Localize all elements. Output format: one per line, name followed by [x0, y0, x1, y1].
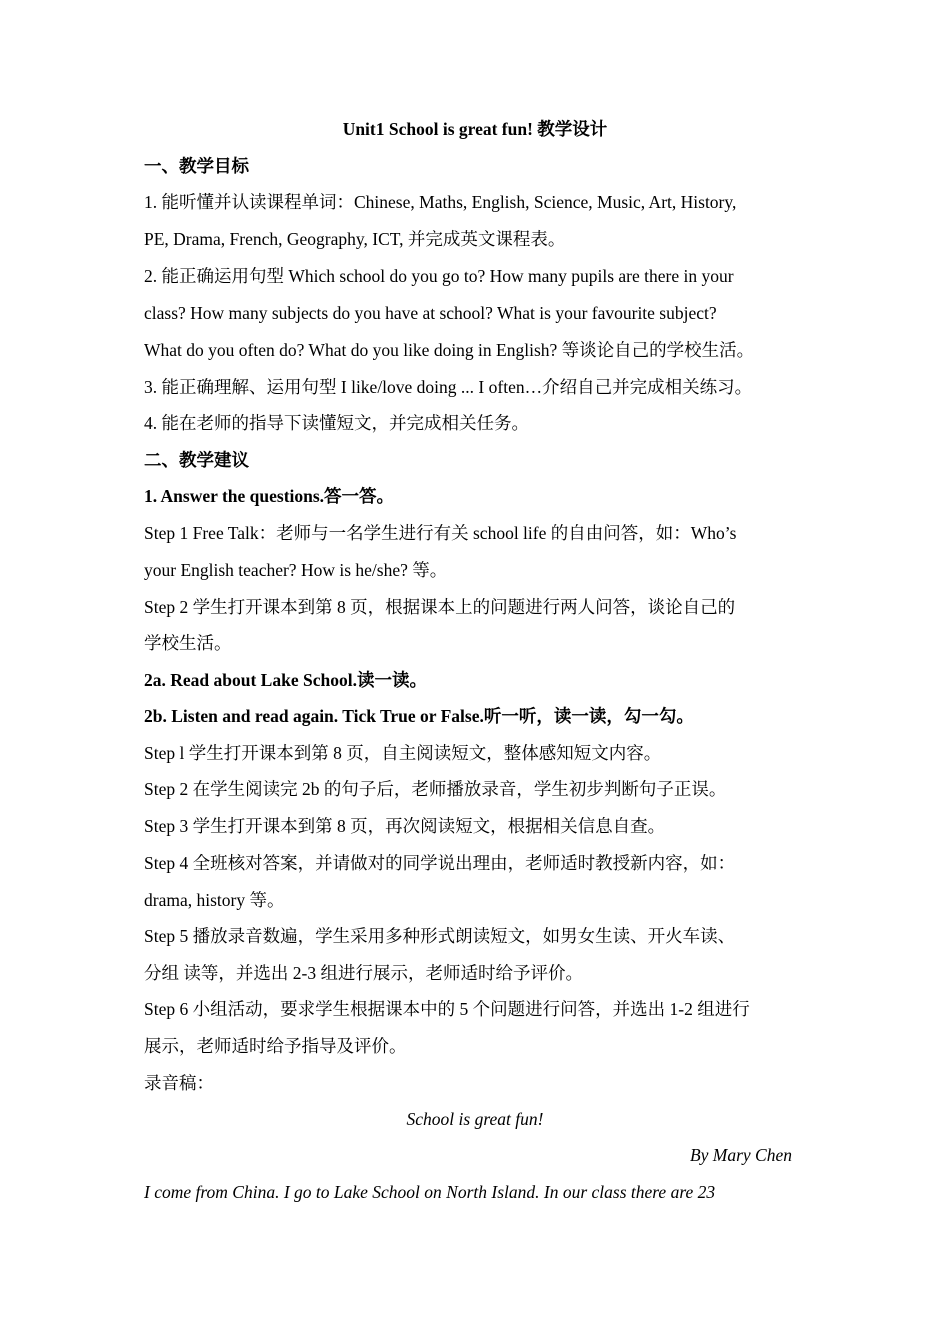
task-heading-read: 2a. Read about Lake School.读一读。 — [144, 670, 427, 690]
objective-line: class? How many subjects do you have at school? What is your favourite subject? — [144, 303, 717, 323]
objective-line: 1. 能听懂并认读课程单词：Chinese, Maths, English, Science, Music, Art, History, — [144, 192, 737, 212]
step-line: Step 3 学生打开课本到第 8 页，再次阅读短文，根据相关信息自查。 — [144, 816, 666, 836]
step-line: drama, history 等。 — [144, 890, 285, 910]
step-line: 分组 读等，并选出 2-3 组进行展示，老师适时给予评价。 — [144, 963, 583, 983]
step-line: Step 4 全班核对答案，并请做对的同学说出理由，老师适时教授新内容，如： — [144, 853, 736, 873]
section-heading-suggestions: 二、教学建议 — [144, 450, 249, 470]
objective-line: What do you often do? What do you like doing in English? 等谈论自己的学校生活。 — [144, 340, 755, 360]
task-heading-listen-read: 2b. Listen and read again. Tick True or False.听一听，读一读，勾一勾。 — [144, 706, 694, 726]
step-line: 展示，老师适时给予指导及评价。 — [144, 1036, 407, 1056]
step-line: Step 1 Free Talk：老师与一名学生进行有关 school life 的自由问答，如：Who’s — [144, 523, 737, 543]
step-line: Step 2 学生打开课本到第 8 页，根据课本上的问题进行两人问答，谈论自己的 — [144, 597, 736, 617]
transcript-text-line: I come from China. I go to Lake School on North Island. In our class there are 23 — [144, 1182, 716, 1202]
objective-line: 2. 能正确运用句型 Which school do you go to? How many pupils are there in your — [144, 266, 734, 286]
task-heading-answer-questions: 1. Answer the questions.答一答。 — [144, 486, 395, 506]
transcript-byline: By Mary Chen — [689, 1145, 792, 1165]
step-line: Step 5 播放录音数遍，学生采用多种形式朗读短文，如男女生读、开火车读、 — [144, 926, 736, 946]
step-line: Step 2 在学生阅读完 2b 的句子后，老师播放录音，学生初步判断句子正误。 — [144, 779, 727, 799]
transcript-label: 录音稿： — [144, 1073, 214, 1093]
objective-line: 4. 能在老师的指导下读懂短文，并完成相关任务。 — [144, 413, 529, 433]
objective-line: PE, Drama, French, Geography, ICT, 并完成英文课程表。 — [144, 229, 566, 249]
document-title: Unit1 School is great fun! 教学设计 — [342, 119, 608, 139]
objective-line: 3. 能正确理解、运用句型 I like/love doing ... I often…介绍自己并完成相关练习。 — [144, 377, 753, 397]
step-line: your English teacher? How is he/she? 等。 — [144, 560, 448, 580]
step-line: Step 6 小组活动，要求学生根据课本中的 5 个问题进行问答，并选出 1-2 组进行 — [144, 999, 750, 1019]
transcript-title: School is great fun! — [406, 1109, 544, 1129]
step-line: Step l 学生打开课本到第 8 页，自主阅读短文，整体感知短文内容。 — [144, 743, 662, 763]
section-heading-objectives: 一、教学目标 — [144, 156, 249, 176]
step-line: 学校生活。 — [144, 633, 232, 653]
